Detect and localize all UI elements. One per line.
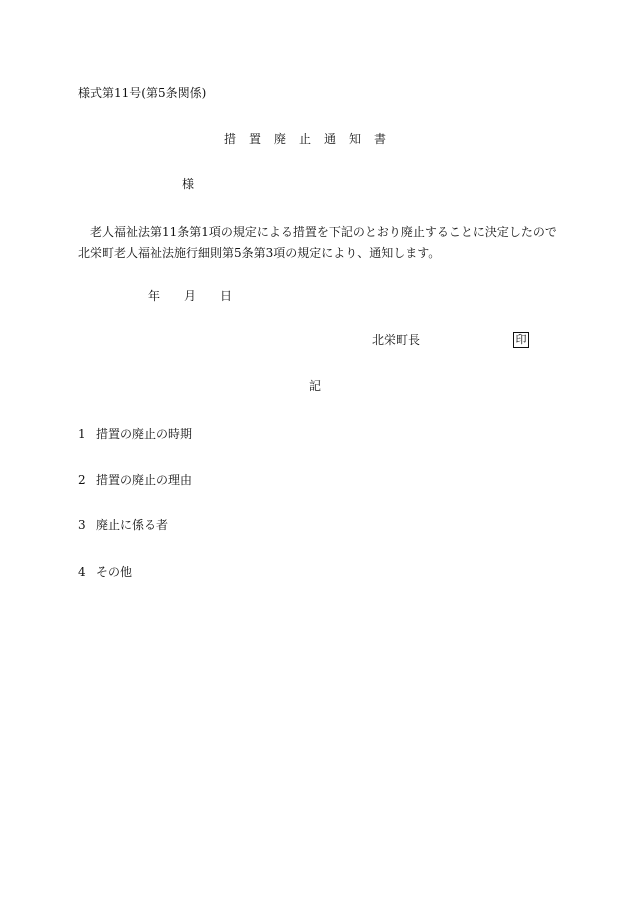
body-line-1: 老人福祉法第11条第1項の規定による措置を下記のとおり廃止することに決定したので [90,225,557,239]
item-number: 4 [78,565,86,579]
body-text [78,222,558,264]
item-number: 2 [78,473,86,487]
addressee-suffix: 様 [182,177,195,191]
list-item [78,566,132,578]
document-title: 措置廃止通知書 [224,132,400,146]
seal-mark: 印 [513,332,529,348]
item-number: 1 [78,427,86,441]
sender-name: 北栄町長 [372,333,421,347]
item-label: その他 [96,565,133,579]
date-month-label: 月 [184,289,197,303]
list-item [78,519,168,531]
date-year-label: 年 [148,289,161,303]
list-item [78,428,192,440]
item-label: 措置の廃止の理由 [96,473,193,487]
item-label: 廃止に係る者 [96,518,169,532]
form-number: 様式第11号(第5条関係) [78,86,207,100]
ki-heading: 記 [309,379,322,393]
date-day-label: 日 [220,289,233,303]
list-item [78,474,192,486]
item-number: 3 [78,518,86,532]
item-label: 措置の廃止の時期 [96,427,193,441]
body-line-2: 北栄町老人福祉法施行細則第5条第3項の規定により、通知します。 [78,246,441,260]
